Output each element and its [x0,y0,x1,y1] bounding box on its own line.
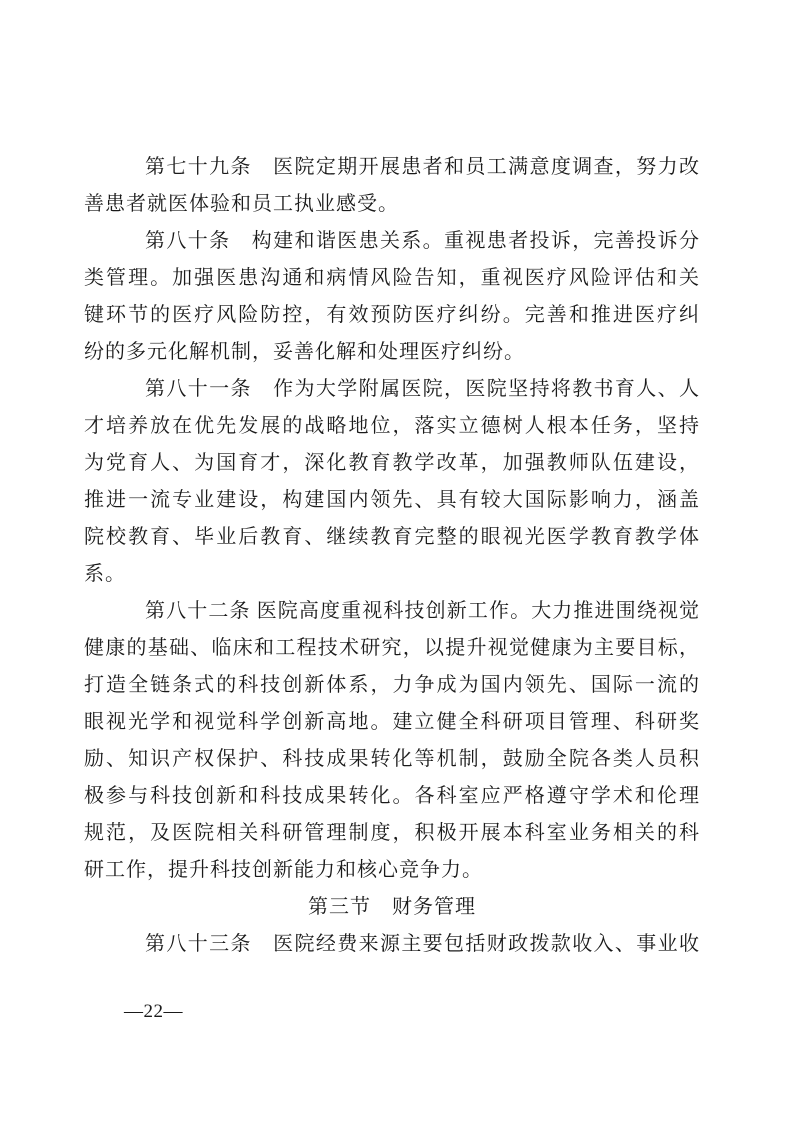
text-line: 类管理。加强医患沟通和病情风险告知，重视医疗风险评估和关 [84,267,700,289]
text-line: 第八十三条 医院经费来源主要包括财政拨款收入、事业收 [145,933,700,955]
article-83 [84,926,700,963]
text-block [84,149,700,963]
text-line: 系。 [84,563,126,585]
article-82 [84,593,700,889]
text-line: 眼视光学和视觉科学创新高地。建立健全科研项目管理、科研奖 [84,711,700,733]
text-line: 规范，及医院相关科研管理制度，积极开展本科室业务相关的科 [84,822,700,844]
text-line: 推进一流专业建设，构建国内领先、具有较大国际影响力，涵盖 [84,489,700,511]
text-line: 励、知识产权保护、科技成果转化等机制，鼓励全院各类人员积 [84,748,700,770]
text-line: 第八十一条 作为大学附属医院，医院坚持将教书育人、人 [145,378,700,400]
article-81 [84,371,700,593]
text-line: 院校教育、毕业后教育、继续教育完整的眼视光医学教育教学体 [84,526,700,548]
page-number: —22— [124,1001,183,1022]
text-line: 研工作，提升科技创新能力和核心竞争力。 [84,859,483,881]
text-line: 纷的多元化解机制，妥善化解和处理医疗纠纷。 [84,341,525,363]
text-line: 健康的基础、临床和工程技术研究，以提升视觉健康为主要目标， [84,637,700,659]
text-line: 第七十九条 医院定期开展患者和员工满意度调查，努力改 [145,156,700,178]
text-line: 极参与科技创新和科技成果转化。各科室应严格遵守学术和伦理 [84,785,700,807]
section-3-heading [84,889,700,926]
article-79 [84,149,700,223]
text-line: 键环节的医疗风险防控，有效预防医疗纠纷。完善和推进医疗纠 [84,304,700,326]
text-line: 第八十条 构建和谐医患关系。重视患者投诉，完善投诉分 [145,230,700,252]
text-line: 第八十二条 医院高度重视科技创新工作。大力推进围绕视觉 [145,600,700,622]
text-line: 善患者就医体验和员工执业感受。 [84,193,399,215]
text-line: 才培养放在优先发展的战略地位，落实立德树人根本任务，坚持 [84,415,700,437]
article-80 [84,223,700,371]
text-line: 打造全链条式的科技创新体系，力争成为国内领先、国际一流的 [84,674,700,696]
text-line: 第三节 财务管理 [308,896,476,918]
text-line: 为党育人、为国育才，深化教育教学改革，加强教师队伍建设， [84,452,700,474]
